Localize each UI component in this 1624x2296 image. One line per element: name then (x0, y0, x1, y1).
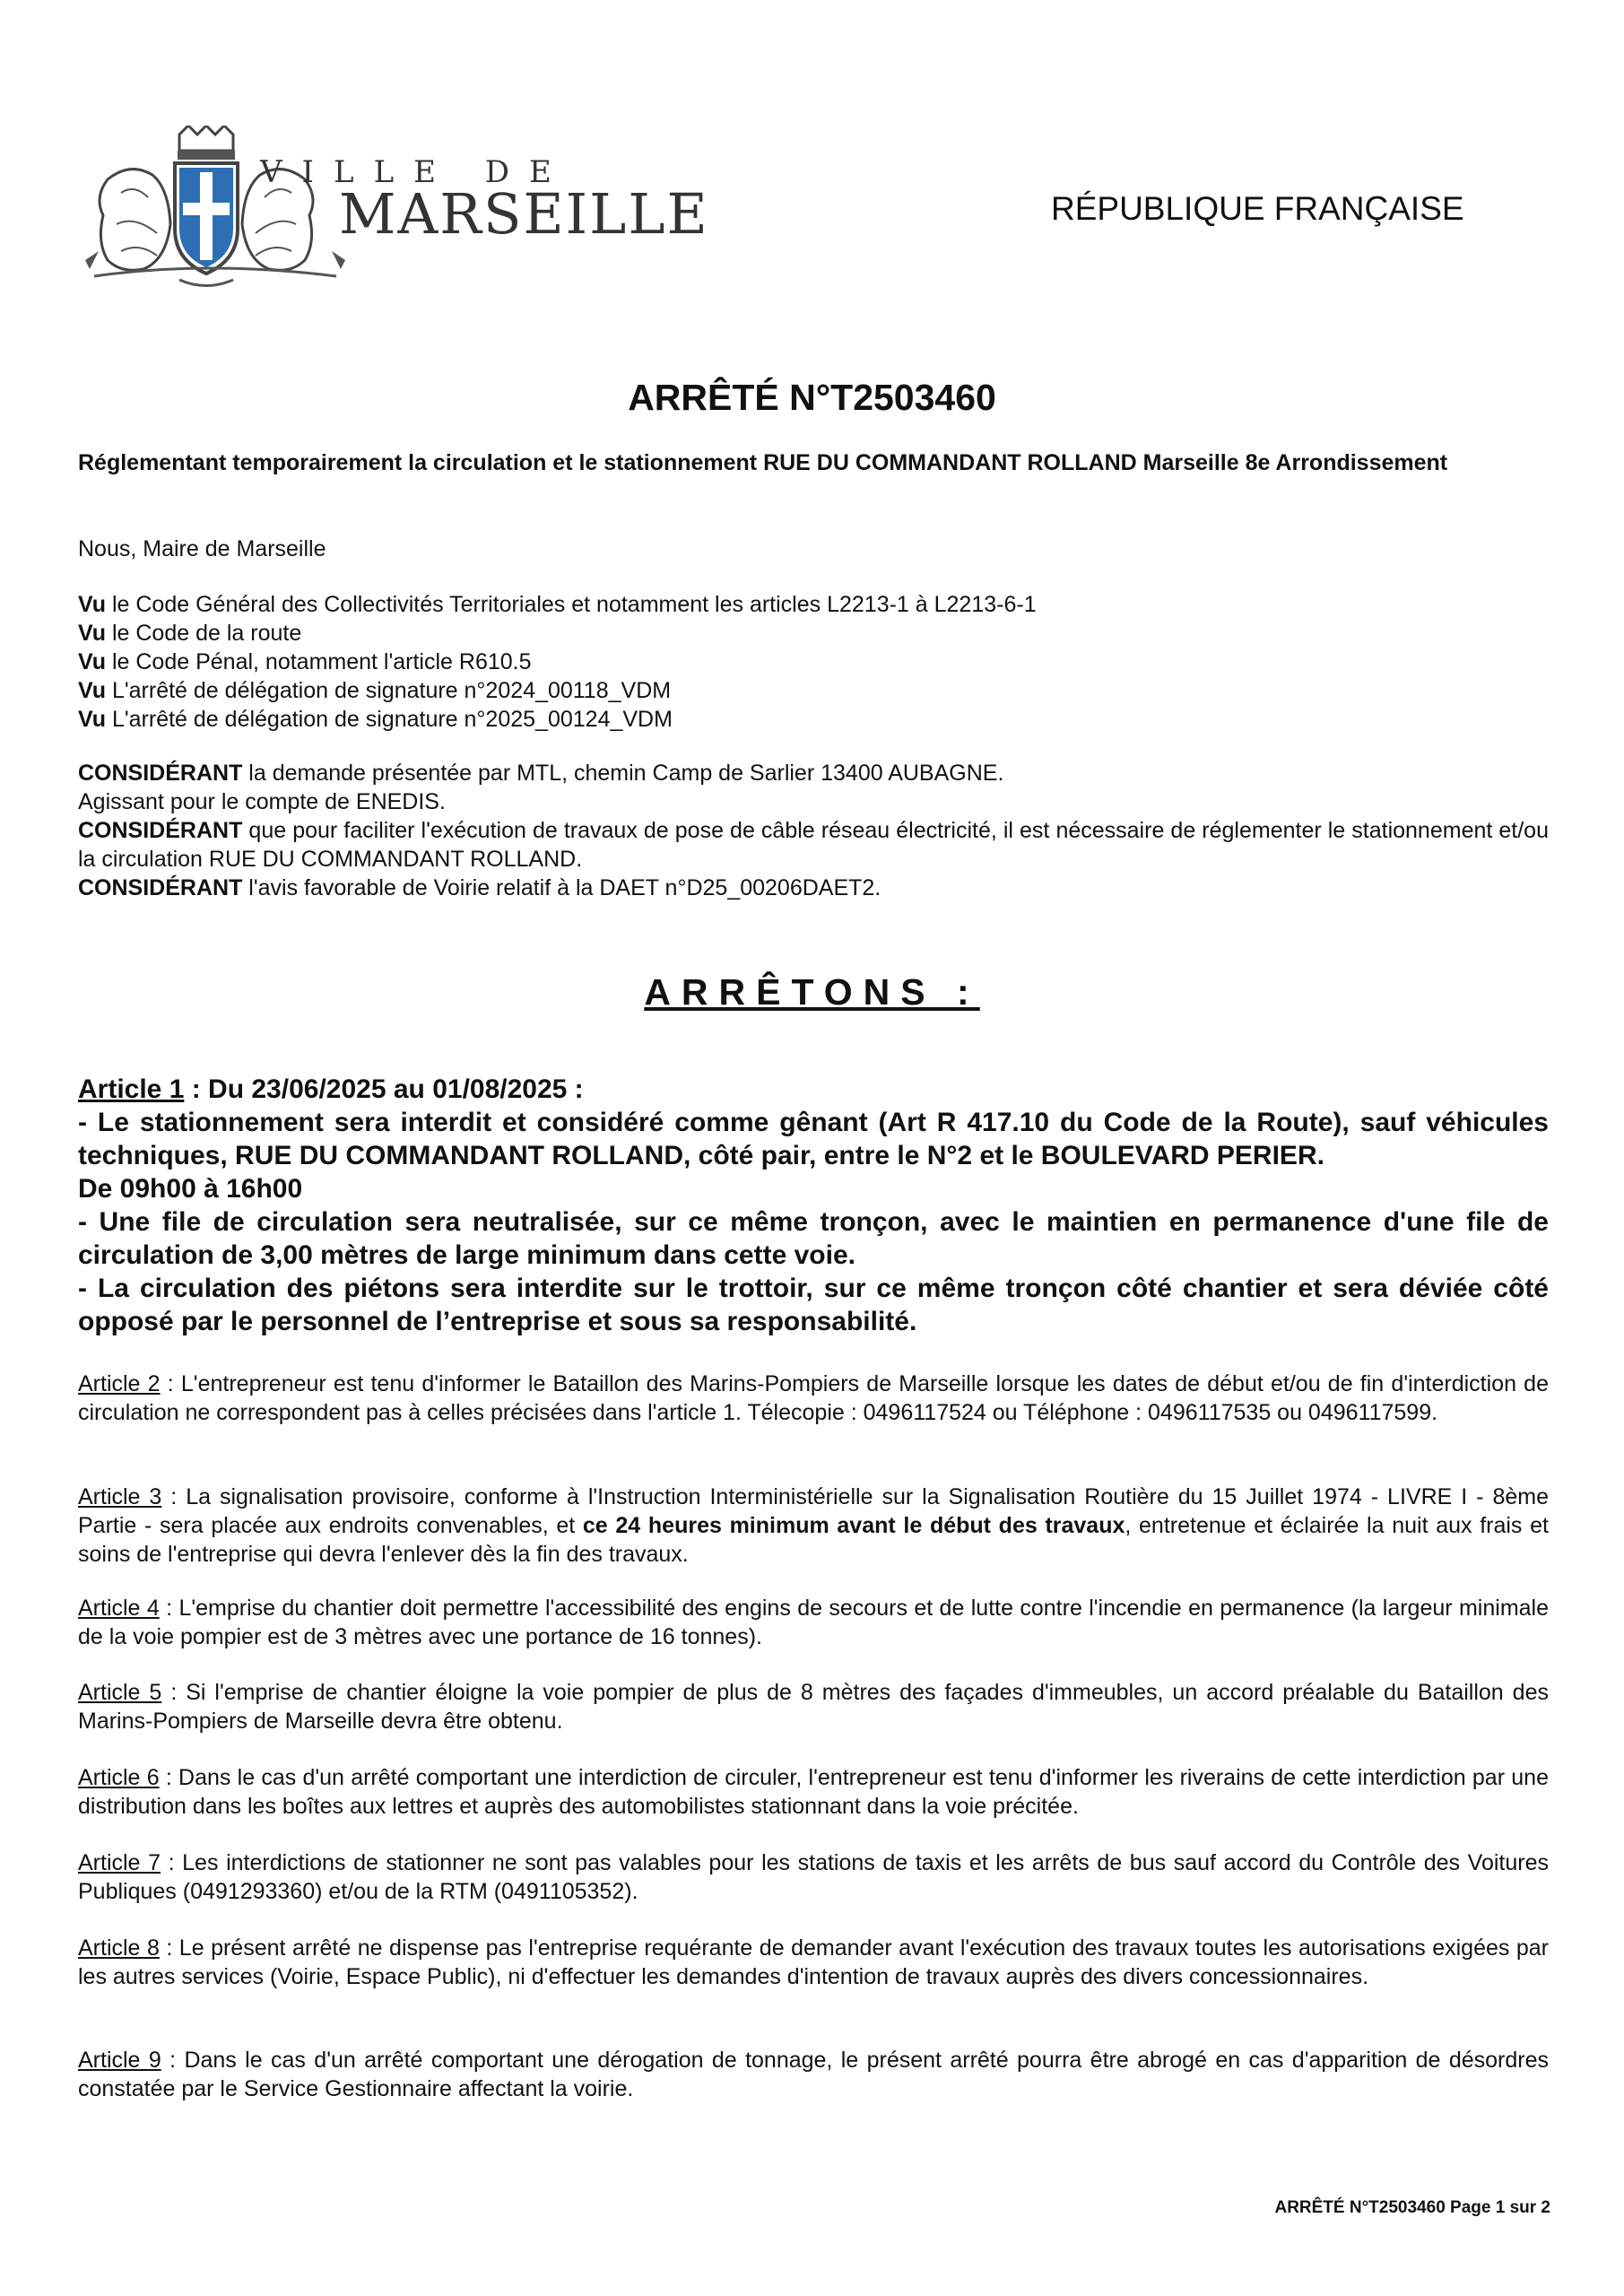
vu-line: Vu le Code Général des Collectivités Territoriales et notamment les articles L2213-1 à L2213-6-1 (78, 592, 1037, 617)
article-1-traffic-lane: - Une file de circulation sera neutralisée, sur ce même tronçon, avec le maintien en permanence d'une file de circulation de 3,00 mètres de large minimum dans cette voie. (78, 1207, 1549, 1270)
article-3: Article 3 : La signalisation provisoire, conforme à l'Instruction Interministérielle sur la Signalisation Routière du 15 Juillet 1974 - LIVRE I - 8ème Partie - sera placée aux endroits convenables, et ce 24 heures minimum avant le début des travaux, entretenue et éclairée la nuit aux frais et soins de l'entreprise qui devra l'enlever dès la fin des travaux. (78, 1484, 1549, 1567)
article-label: Article 2 (78, 1371, 161, 1396)
logo-text-ville-de: VILLE DE (260, 154, 571, 190)
article-4: Article 4 : L'emprise du chantier doit permettre l'accessibilité des engins de secours et de lutte contre l'incendie en permanence (la largeur minimale de la voie pompier est de 3 mètres avec une portance de 16 tonnes). (78, 1596, 1550, 1649)
arretons-heading: ARRÊTONS : (644, 971, 980, 1013)
article-1-hours: De 09h00 à 16h00 (78, 1174, 303, 1204)
article-5: Article 5 : Si l'emprise de chantier éloigne la voie pompier de plus de 8 mètres des façades d'immeubles, un accord préalable du Bataillon des Marins-Pompiers de Marseille devra être obtenu. (78, 1680, 1549, 1734)
article-1-heading: Article 1 : Du 23/06/2025 au 01/08/2025 : (78, 1074, 584, 1104)
article-6: Article 6 : Dans le cas d'un arrêté comportant une interdiction de circuler, l'entrepreneur est tenu d'informer les riverains de cette interdiction par une distribution dans les boîtes aux lettres et auprès des automobilistes stationnant dans la voie précitée. (78, 1765, 1549, 1819)
vu-line: Vu le Code de la route (78, 621, 302, 646)
article-label: Article 4 (78, 1596, 160, 1621)
nous-maire-line: Nous, Maire de Marseille (78, 536, 326, 561)
article-1 (78, 1073, 1549, 1338)
considerant-line: CONSIDÉRANT la demande présentée par MTL, chemin Camp de Sarlier 13400 AUBAGNE. (78, 761, 1004, 786)
considerant-line: CONSIDÉRANT l'avis favorable de Voirie relatif à la DAET n°D25_00206DAET2. (78, 875, 881, 900)
vu-line: Vu L'arrêté de délégation de signature n°2024_00118_VDM (78, 678, 672, 703)
republique-francaise-header: RÉPUBLIQUE FRANÇAISE (1051, 190, 1464, 227)
article-1-parking: - Le stationnement sera interdit et considéré comme gênant (Art R 417.10 du Code de la Route), sauf véhicules techniques, RUE DU COMMANDANT ROLLAND, côté pair, entre le N°2 et le BOULEVARD PERIER. (78, 1108, 1549, 1170)
agissant-line: Agissant pour le compte de ENEDIS. (78, 789, 446, 814)
page-footer: ARRÊTÉ N°T2503460 Page 1 sur 2 (1274, 2198, 1550, 2217)
article-1-pedestrians: - La circulation des piétons sera interdite sur le trottoir, sur ce même tronçon côté chantier et sera déviée côté opposé par le personnel de l’entreprise et sous sa responsabilité. (78, 1274, 1549, 1336)
article-7: Article 7 : Les interdictions de stationner ne sont pas valables pour les stations de taxis et les arrêts de bus sauf accord du Contrôle des Voitures Publiques (0491293360) et/ou de la RTM (0491105352). (78, 1850, 1549, 1904)
article-label: Article 1 (78, 1074, 185, 1104)
logo-text-marseille: MARSEILLE (339, 181, 709, 247)
article-label: Article 8 (78, 1935, 160, 1961)
article-9: Article 9 : Dans le cas d'un arrêté comportant une dérogation de tonnage, le présent arrêté pourra être abrogé en cas d'apparition de désordres constatée par le Service Gestionnaire affectant la voirie. (78, 2048, 1550, 2101)
vu-block (78, 590, 1549, 734)
vu-line: Vu le Code Pénal, notamment l'article R610.5 (78, 649, 532, 674)
considerant-line: CONSIDÉRANT que pour faciliter l'exécution de travaux de pose de câble réseau électricité, il est nécessaire de réglementer le stationnement et/ou la circulation RUE DU COMMANDANT ROLLAND. (78, 818, 1549, 872)
arrete-subtitle: Réglementant temporairement la circulation et le stationnement RUE DU COMMANDANT ROLLAND Marseille 8e Arrondissement (78, 450, 1448, 475)
article-label: Article 3 (78, 1484, 162, 1509)
article-label: Article 7 (78, 1850, 161, 1875)
arrete-title: ARRÊTÉ N°T2503460 (628, 377, 996, 418)
article-8: Article 8 : Le présent arrêté ne dispense pas l'entreprise requérante de demander avant l'exécution des travaux toutes les autorisations exigées par les autres services (Voirie, Espace Public), ni d'effectuer les demandes d'intention de travaux auprès des divers concessionnaires. (78, 1935, 1549, 1989)
vu-line: Vu L'arrêté de délégation de signature n°2025_00124_VDM (78, 707, 673, 732)
article-2: Article 2 : L'entrepreneur est tenu d'informer le Bataillon des Marins-Pompiers de Marseille lorsque les dates de début et/ou de fin d'interdiction de circulation ne correspondent pas à celles précisées dans l'article 1. Télecopie : 0496117524 ou Téléphone : 0496117535 ou 0496117599. (78, 1371, 1549, 1425)
marseille-coat-of-arms-icon (81, 126, 350, 291)
article-label: Article 9 (78, 2048, 161, 2073)
article-label: Article 5 (78, 1680, 162, 1705)
article-label: Article 6 (78, 1765, 160, 1790)
considerant-block (78, 759, 1549, 902)
